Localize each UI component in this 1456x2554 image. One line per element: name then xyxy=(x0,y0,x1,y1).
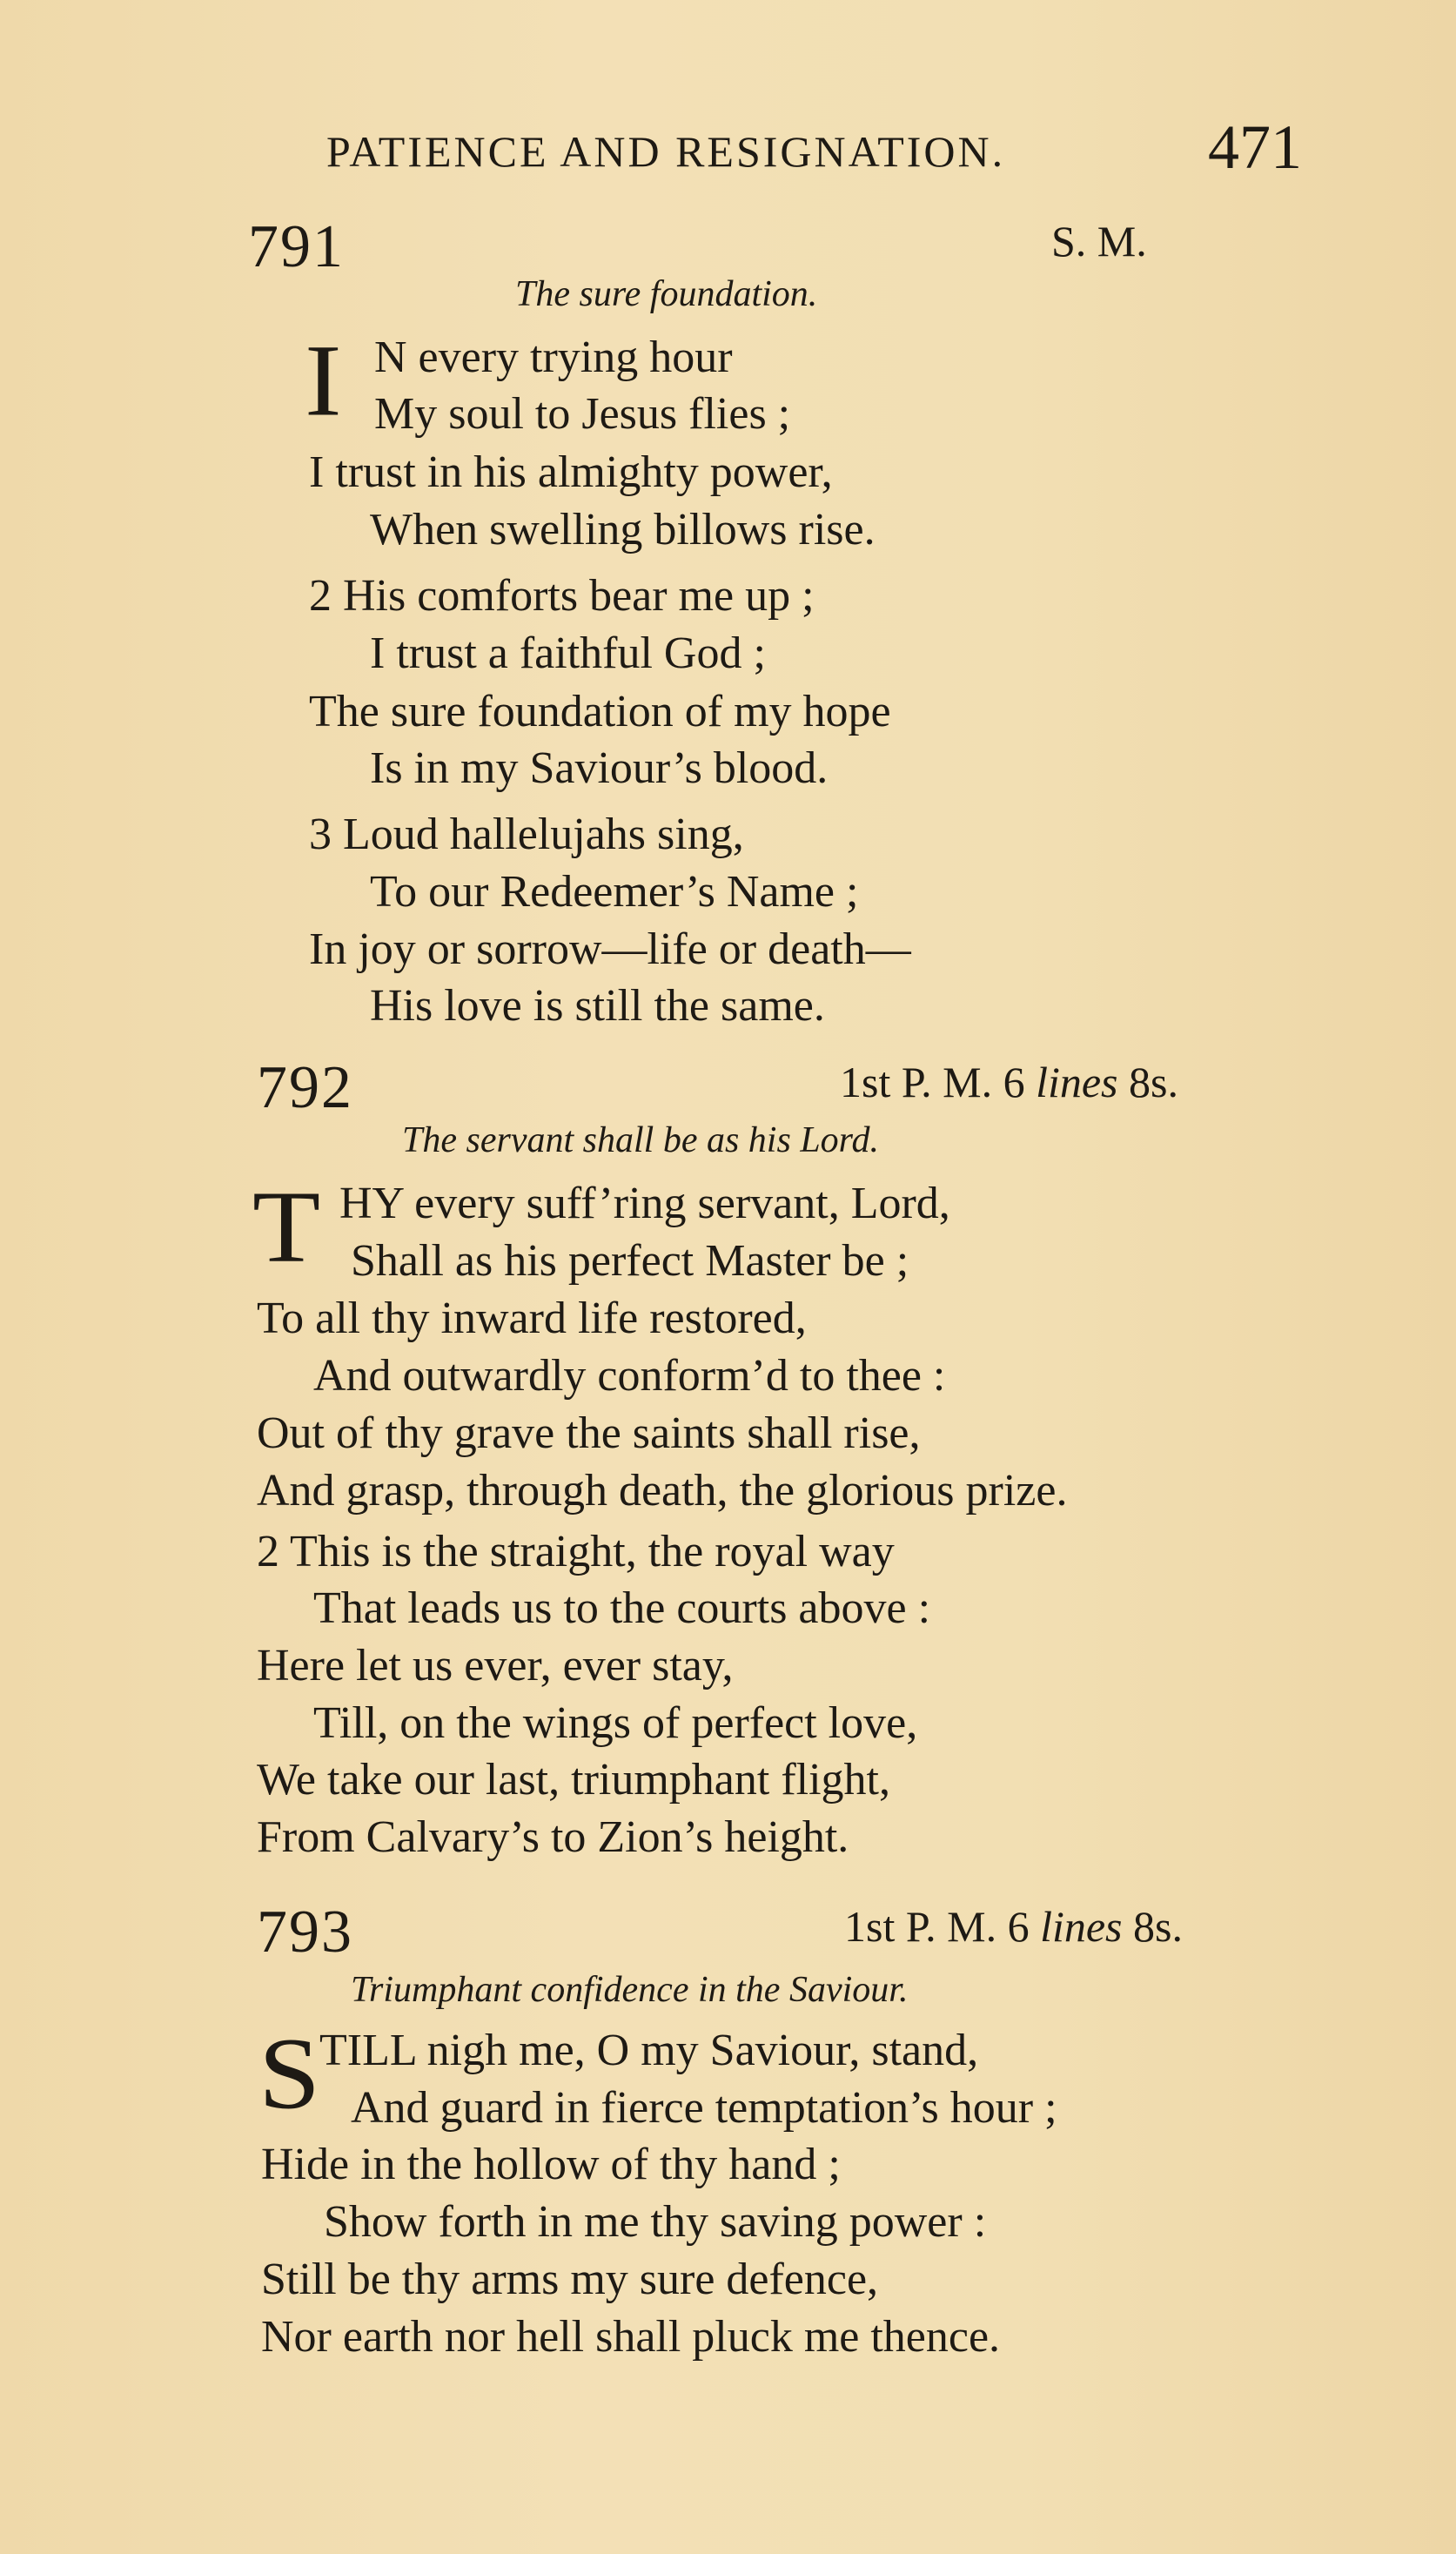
hymn-793-meter: 1st P. M. 6 lines 8s. xyxy=(844,1902,1183,1951)
verse-line: HY every suff’ring servant, Lord, xyxy=(339,1179,950,1228)
verse-line: 2 His comforts bear me up ; xyxy=(309,571,815,621)
verse-line: That leads us to the courts above : xyxy=(313,1583,931,1633)
hymn-793-subtitle: Triumphant confidence in the Saviour. xyxy=(351,1970,909,2010)
verse-line: From Calvary’s to Zion’s height. xyxy=(257,1812,849,1862)
hymn-791-subtitle: The sure foundation. xyxy=(515,274,818,314)
hymn-792-dropcap: T xyxy=(252,1169,321,1284)
verse-line: Shall as his perfect Master be ; xyxy=(351,1236,909,1286)
verse-line: Nor earth nor hell shall pluck me thence. xyxy=(261,2312,1001,2362)
verse-line: I trust in his almighty power, xyxy=(309,447,833,497)
verse-line: TILL nigh me, O my Saviour, stand, xyxy=(319,2026,979,2075)
verse-line: Till, on the wings of perfect love, xyxy=(313,1698,918,1748)
verse-line: And grasp, through death, the glorious prize. xyxy=(257,1466,1068,1516)
verse-line: Show forth in me thy saving power : xyxy=(324,2197,987,2247)
verse-line: And guard in fierce temptation’s hour ; xyxy=(351,2083,1057,2133)
verse-line: My soul to Jesus flies ; xyxy=(374,389,791,439)
hymn-793-dropcap: S xyxy=(258,2016,321,2131)
running-head: PATIENCE AND RESIGNATION. xyxy=(326,127,1006,176)
verse-line: When swelling billows rise. xyxy=(370,505,876,554)
verse-line: Hide in the hollow of thy hand ; xyxy=(261,2140,841,2189)
verse-line: I trust a faithful God ; xyxy=(370,628,766,678)
verse-line: Still be thy arms my sure defence, xyxy=(261,2255,879,2304)
hymn-791-meter: S. M. xyxy=(1051,217,1147,265)
hymn-791-number: 791 xyxy=(248,213,345,280)
verse-line: We take our last, triumphant flight, xyxy=(257,1755,890,1805)
verse-line: N every trying hour xyxy=(374,333,733,382)
verse-line: To all thy inward life restored, xyxy=(257,1294,807,1343)
hymn-791-dropcap: I xyxy=(305,323,342,438)
verse-line: His love is still the same. xyxy=(370,981,825,1031)
verse-line: To our Redeemer’s Name ; xyxy=(370,867,859,917)
verse-line: And outwardly conform’d to thee : xyxy=(313,1351,946,1401)
verse-line: 3 Loud hallelujahs sing, xyxy=(309,810,744,859)
hymn-792-subtitle: The servant shall be as his Lord. xyxy=(402,1120,879,1160)
hymn-792-number: 792 xyxy=(257,1054,353,1121)
verse-line: 2 This is the straight, the royal way xyxy=(257,1527,895,1576)
hymn-792-meter: 1st P. M. 6 lines 8s. xyxy=(840,1058,1178,1106)
verse-line: The sure foundation of my hope xyxy=(309,687,891,736)
page-number: 471 xyxy=(1208,112,1302,182)
verse-line: Out of thy grave the saints shall rise, xyxy=(257,1408,921,1458)
verse-line: Is in my Saviour’s blood. xyxy=(370,743,829,793)
verse-line: In joy or sorrow—life or death— xyxy=(309,924,911,974)
hymn-793-number: 793 xyxy=(257,1899,353,1966)
verse-line: Here let us ever, ever stay, xyxy=(257,1641,734,1690)
